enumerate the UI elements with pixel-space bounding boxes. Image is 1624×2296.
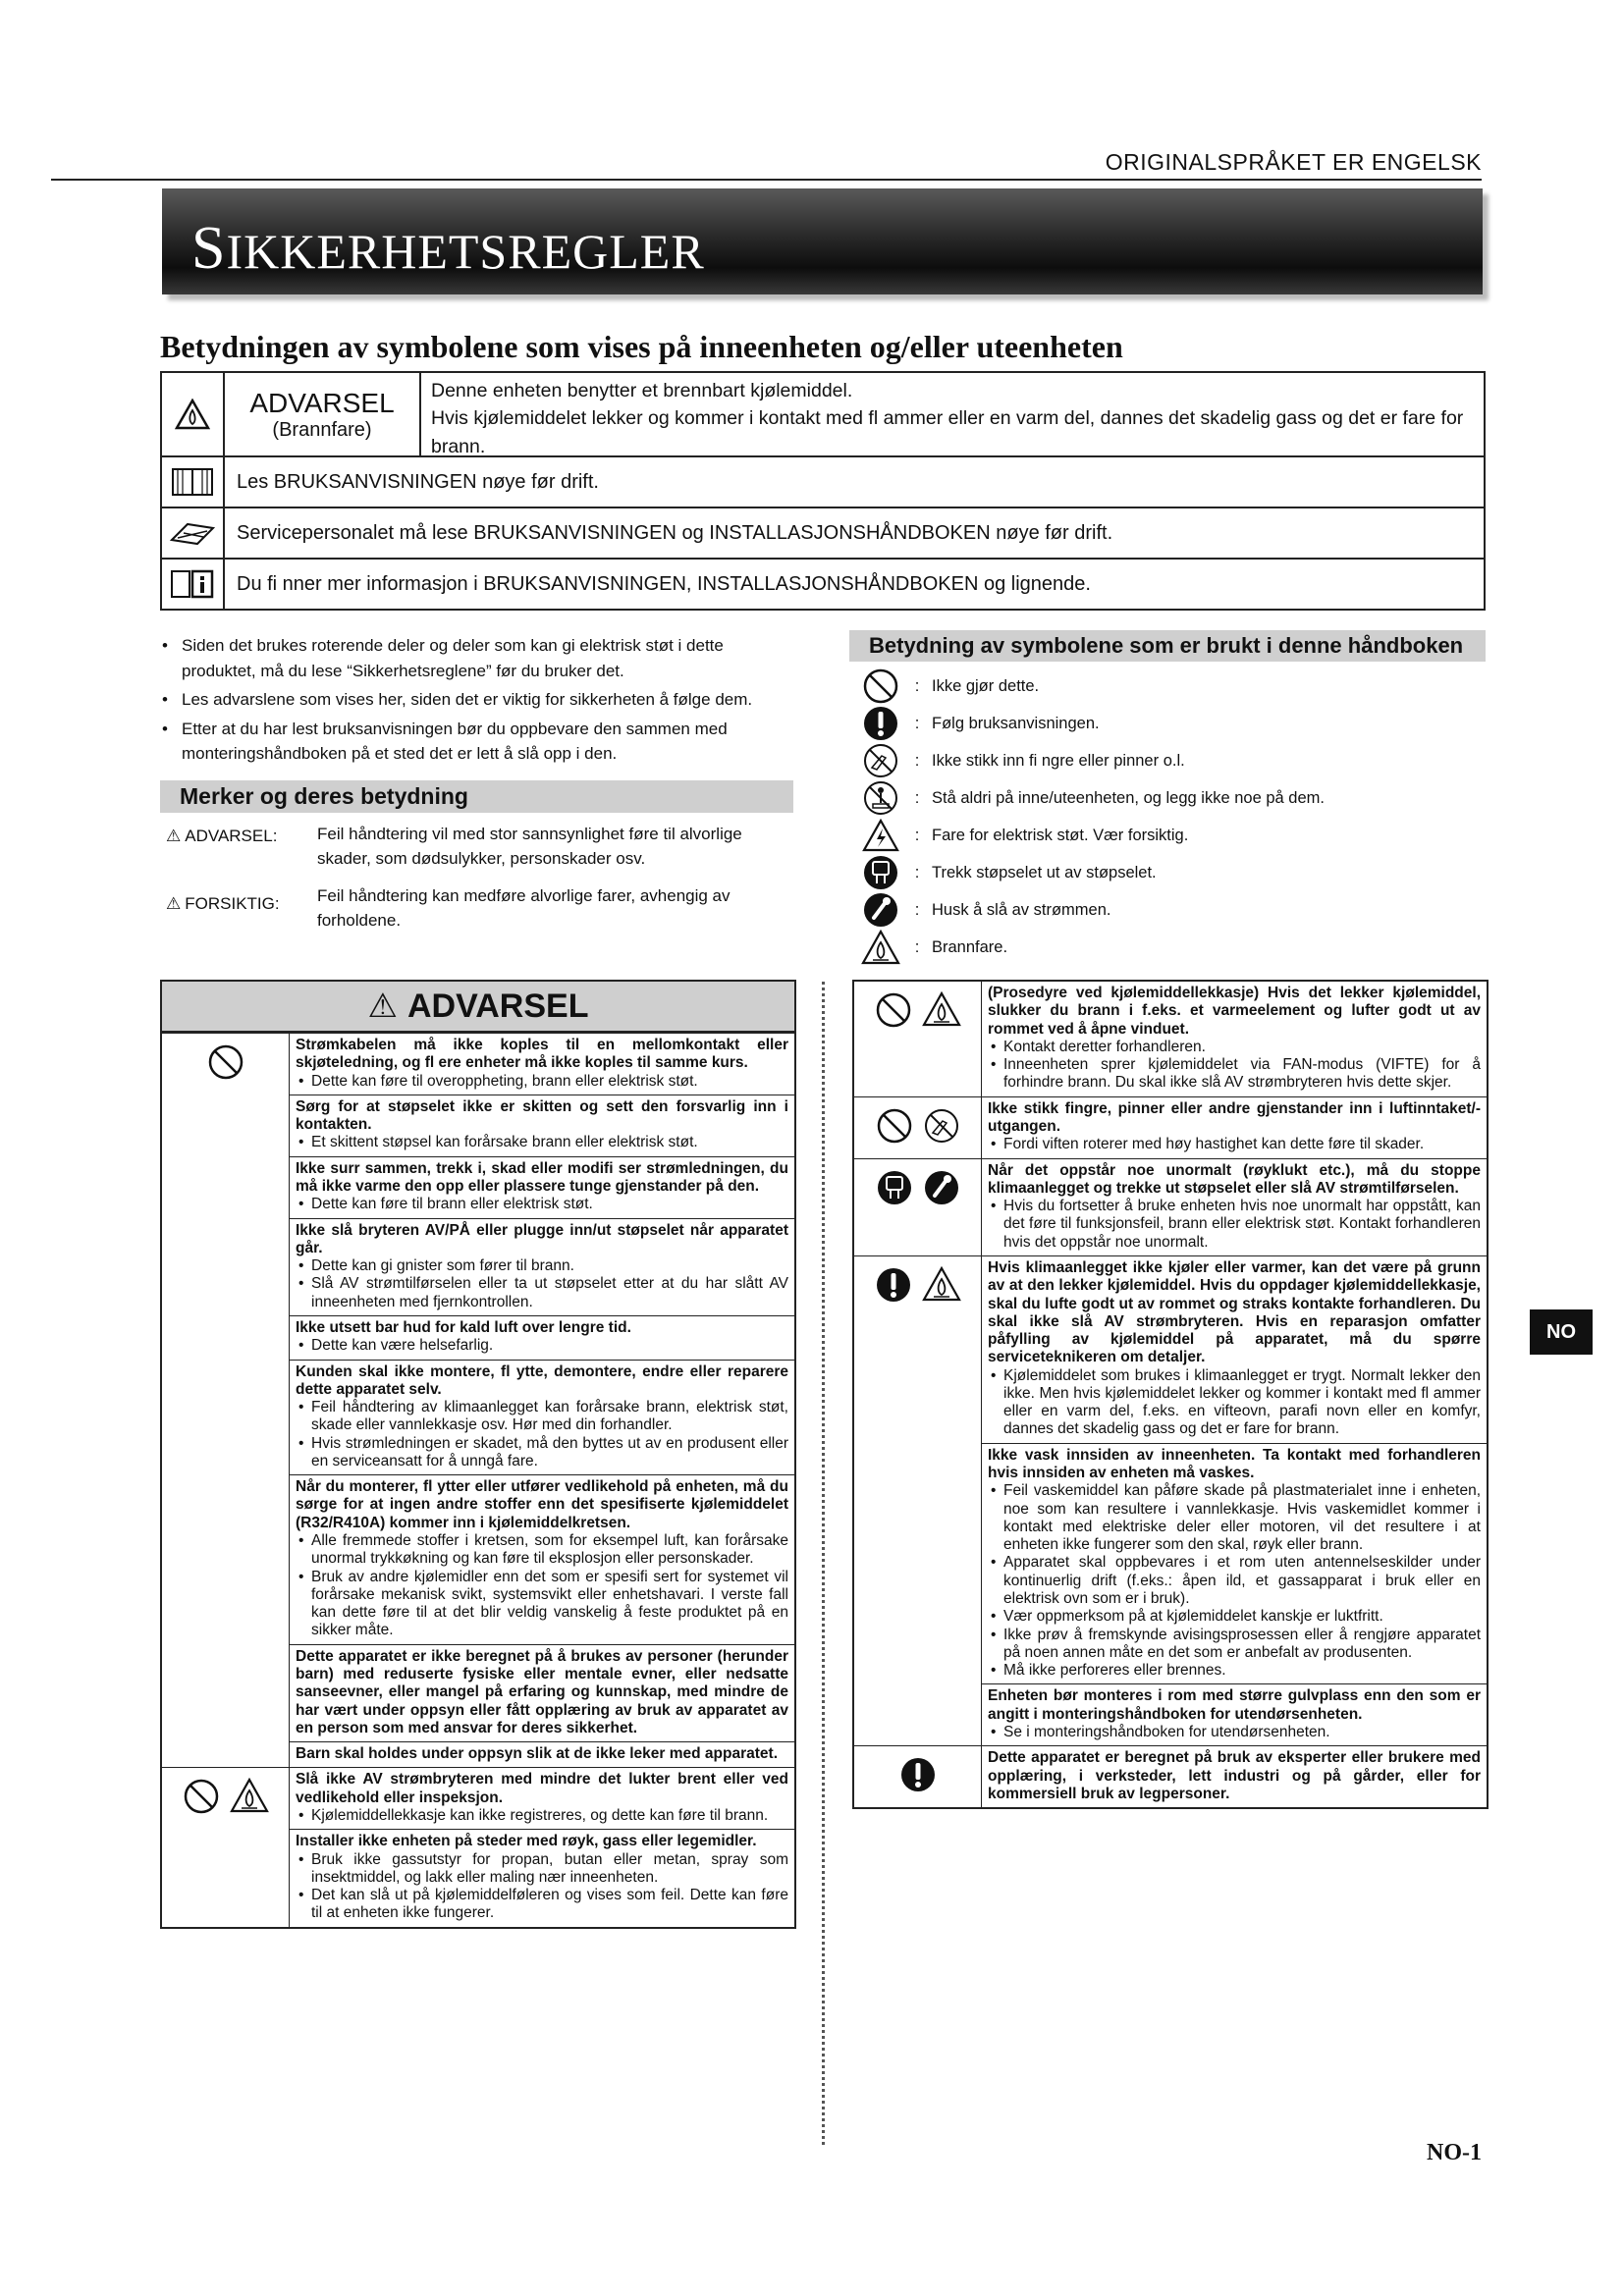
symbols-row-manual	[162, 455, 1484, 507]
warning-label: ADVARSEL (Brannfare)	[225, 373, 421, 455]
manual-book-icon	[162, 457, 225, 507]
warning-table-left	[160, 980, 796, 1929]
warning-group	[162, 1767, 794, 1926]
warning-statement: Kunden skal ikke montere, fl ytte, demontere, endre eller reparere dette apparatet selv.	[296, 1362, 788, 1398]
warning-text: Denne enheten benytter et brennbart kjølemiddel. Hvis kjølemiddelet lekker og kommer i kontakt med fl ammer eller en varm del, dannes det skadelig gass og det er fare for brann.	[431, 380, 1464, 457]
warning-bullet: • Dette kan føre til brann eller elektrisk støt.	[296, 1196, 788, 1213]
warning-cell	[290, 1360, 794, 1475]
symbols-row-info	[162, 558, 1484, 609]
warning-bullet: • Kjølemiddelet som brukes i klimaanlegget er trygt. Normalt lekker den ikke. Men hvis kjølemiddelet lekker og kommer i kontakt med fl ammer eller en varm del, f.eks. en vifteovn, parafi novn eller en komfyr, dannes det skadelig gass og det er fare for brann.	[988, 1367, 1481, 1439]
warning-statement: Slå ikke AV strømbryteren med mindre det lukter brent eller ved vedlikehold eller inspeksjon.	[296, 1771, 788, 1806]
page-title: SIKKERHETSREGLER	[191, 215, 705, 282]
symbols-heading: Betydningen av symbolene som vises på inneenheten og/eller uteenheten	[160, 329, 1123, 364]
warning-bullet: • Dette kan gi gnister som fører til brann.	[296, 1257, 788, 1275]
legend-item: : Husk å slå av strømmen.	[859, 891, 1488, 929]
intro-bullet: • Siden det brukes roterende deler og deler som kan gi elektrisk støt i dette produktet, må du lese “Sikkerhetsreglene” før du bruker det.	[160, 633, 798, 683]
info-book-icon	[162, 560, 225, 609]
warning-statement: Enheten bør monteres i rom med større gulvplass enn den som er angitt i monteringshåndboken for utendørsenheten.	[988, 1687, 1481, 1723]
legend-text: Fare for elektrisk støt. Vær forsiktig.	[932, 826, 1189, 844]
warning-bullet: • Inneenheten sprer kjølemiddelet via FAN-modus (VIFTE) for å forhindre brann. Du skal ikke slå AV strømbryteren hvis dette skjer.	[988, 1056, 1481, 1093]
warning-cell	[982, 1159, 1487, 1255]
unplug-icon	[859, 854, 902, 891]
warning-bullet: • Se i monteringshåndboken for utendørsenheten.	[988, 1724, 1481, 1741]
language-tab: NO	[1530, 1309, 1593, 1355]
warning-bullet: • Dette kan være helsefarlig.	[296, 1337, 788, 1355]
electric-shock-icon	[859, 819, 902, 852]
legend-heading: Betydning av symbolene som er brukt i denne håndboken	[849, 630, 1486, 662]
mark-forsiktig: ⚠ FORSIKTIG: Feil håndtering kan medføre alvorlige farer, avhengig av forholdene.	[166, 886, 731, 930]
warning-bullet: • Kjølemiddellekkasje kan ikke registreres, og dette kan føre til brann.	[296, 1807, 788, 1825]
symbols-table	[160, 371, 1486, 611]
legend-item: : Trekk støpselet ut av støpselet.	[859, 854, 1488, 891]
no-standing-icon	[859, 779, 902, 817]
row-service-text: Servicepersonalet må lese BRUKSANVISNINGEN og INSTALLASJONSHÅNDBOKEN nøye før drift.	[237, 521, 1113, 544]
fire-hazard-icon	[922, 991, 961, 1032]
warning-cell	[982, 1683, 1487, 1745]
service-manual-icon	[162, 508, 225, 558]
warning-bullet: • Et skittent støpsel kan forårsake brann eller elektrisk støt.	[296, 1134, 788, 1151]
warning-statement: (Prosedyre ved kjølemiddellekkasje) Hvis det lekker kjølemiddel, slukker du brann i f.eks. et varmeelement og lufter godt ut av rommet ved å åpne vinduet.	[988, 985, 1481, 1038]
no-fingers-icon	[923, 1107, 960, 1149]
warning-statement: Dette apparatet er beregnet på bruk av eksperter eller brukere med opplæring, i verksteder, lett industri og på gårder, eller for kommersiell bruk av legpersoner.	[988, 1749, 1481, 1802]
legend-item: : Ikke gjør dette.	[859, 667, 1488, 705]
legend-text: Trekk støpselet ut av støpselet.	[932, 863, 1157, 881]
warning-group	[162, 1033, 794, 1767]
warning-bullet: • Vær oppmerksom på at kjølemiddelet kanskje er luktfritt.	[988, 1608, 1481, 1626]
prohibited-icon	[876, 1107, 913, 1149]
warning-cell	[982, 1097, 1487, 1158]
title-bar	[162, 188, 1483, 294]
warning-icons	[854, 1097, 982, 1158]
intro-list	[160, 633, 798, 771]
legend-text: Ikke gjør dette.	[932, 676, 1040, 695]
legend-item: : Ikke stikk inn fi ngre eller pinner o.l.	[859, 742, 1488, 779]
fire-hazard-icon	[162, 373, 225, 455]
warning-cell	[982, 1443, 1487, 1684]
top-rule	[51, 179, 1482, 181]
warning-cell	[982, 982, 1487, 1096]
warning-bullet: • Alle fremmede stoffer i kretsen, som for eksempel luft, kan forårsake unormal trykkøkning og kan føre til eksplosjon eller personskader.	[296, 1532, 788, 1569]
warning-group	[854, 1255, 1487, 1745]
mandatory-icon	[859, 705, 902, 742]
warning-cell	[290, 1741, 794, 1767]
warning-bullet: • Slå AV strømtilførselen eller ta ut støpselet etter at du har slått AV inneenheten med fjernkontrollen.	[296, 1275, 788, 1311]
warning-statement: Ikke utsett bar hud for kald luft over lengre tid.	[296, 1318, 631, 1336]
switch-off-icon	[923, 1169, 960, 1211]
warning-statement: Ikke vask innsiden av inneenheten. Ta kontakt med forhandleren hvis innsiden av enheten må vaskes.	[988, 1446, 1481, 1482]
warning-bullet: • Bruk ikke gassutstyr for propan, butan eller metan, spray som insektmiddel, og lakk eller maling nær inneenheten.	[296, 1851, 788, 1888]
warning-cell	[290, 1829, 794, 1926]
legend-text: Stå aldri på inne/uteenheten, og legg ikke noe på dem.	[932, 788, 1325, 807]
symbols-row-service	[162, 507, 1484, 558]
warning-statement: Barn skal holdes under oppsyn slik at de ikke leker med apparatet.	[296, 1745, 779, 1763]
legend-text: Husk å slå av strømmen.	[932, 900, 1111, 919]
warning-table-header: ⚠ ADVARSEL	[162, 982, 794, 1033]
warning-cell	[290, 1474, 794, 1644]
legend-item: : Følg bruksanvisningen.	[859, 705, 1488, 742]
intro-bullet: • Etter at du har lest bruksanvisningen bør du oppbevare den sammen med monteringshåndboken på et sted det er lett å slå opp i den.	[160, 717, 798, 767]
warning-bullet: • Må ikke perforeres eller brennes.	[988, 1662, 1481, 1680]
warning-bullet: • Hvis strømledningen er skadet, må den byttes ut av en produsent eller en serviceansatt for å unngå fare.	[296, 1435, 788, 1471]
mandatory-icon	[875, 1266, 912, 1308]
warning-statement: Når du monterer, fl ytter eller utfører vedlikehold på enheten, må du sørge for at ingen andre stoffer enn det spesifiserte kjølemiddelet (R32/R410A) kommer inn i kjølemiddelkretsen.	[296, 1478, 788, 1531]
legend-text: Brannfare.	[932, 937, 1008, 956]
page-number: NO-1	[1427, 2140, 1482, 2165]
prohibited-icon	[859, 667, 902, 705]
warning-statement: Installer ikke enheten på steder med røyk, gass eller legemidler.	[296, 1833, 757, 1850]
warning-statement: Dette apparatet er ikke beregnet på å brukes av personer (herunder barn) med reduserte fysiske eller mentale evner, eller nedsatte sanseevner, eller mangel på erfaring og kunnskap, med mindre de har vært under oppsyn eller fått opplæring av bruk av apparatet av en person som med ansvar for deres sikkerhet.	[296, 1647, 788, 1736]
warning-cell	[290, 1156, 794, 1218]
legend-item: : Brannfare.	[859, 929, 1488, 966]
warning-bullet: • Fordi viften roterer med høy hastighet kan dette føre til skader.	[988, 1136, 1481, 1153]
warning-bullet: • Apparatet skal oppbevares i et rom uten antennelseskilder under kontinuerlig drift (f.eks.: åpen ild, et gassapparat i bruk eller en elektrisk ovn som er i bruk).	[988, 1554, 1481, 1608]
prohibited-icon	[207, 1043, 244, 1086]
warning-statement: Ikke surr sammen, trekk i, skad eller modifi ser strømledningen, du må ikke varme den opp eller plassere tunge gjenstander på den.	[296, 1159, 788, 1195]
warning-bullet: • Feil vaskemiddel kan påføre skade på plastmaterialet inne i enheten, noe som kan resultere i vannlekkasje. Hvis vaskemidlet kommer i kontakt med elektriske deler eller motoren, vil det resultere i at enheten ikke fungerer som den skal, røyk eller brann.	[988, 1482, 1481, 1554]
fire-hazard-icon	[922, 1266, 961, 1307]
no-fingers-icon	[859, 742, 902, 779]
warning-cell	[290, 1034, 794, 1095]
warning-table-right	[852, 980, 1489, 1809]
marks-heading: Merker og deres betydning	[160, 780, 793, 813]
warning-statement: Strømkabelen må ikke koples til en mellomkontakt eller skjøteledning, og fl ere enheter må ikke koples til samme kurs.	[296, 1037, 788, 1072]
warning-icons	[854, 1159, 982, 1255]
symbols-row-warning	[162, 373, 1484, 455]
column-divider	[822, 982, 825, 2145]
warning-group	[854, 1096, 1487, 1158]
warning-bullet: • Det kan slå ut på kjølemiddelføleren og vises som feil. Dette kan føre til at enheten ikke fungerer.	[296, 1887, 788, 1923]
legend-item: : Fare for elektrisk støt. Vær forsiktig.	[859, 817, 1488, 854]
warning-icons	[854, 982, 982, 1096]
row-manual-text: Les BRUKSANVISNINGEN nøye før drift.	[237, 470, 599, 493]
fire-hazard-icon	[230, 1778, 269, 1818]
language-note: ORIGINALSPRÅKET ER ENGELSK	[1105, 149, 1482, 175]
warning-bullet: • Bruk av andre kjølemidler enn det som er spesifi sert for systemet vil forårsake mekanisk svikt, systemsvikt eller enhetshavari. I verste fall kan dette føre til at det blir veldig vanskelig å feste produktet på en sikker måte.	[296, 1569, 788, 1640]
warning-triangle-icon: ⚠	[166, 894, 182, 914]
warning-icons	[854, 1746, 982, 1807]
mandatory-icon	[899, 1756, 937, 1798]
row-info-text: Du fi nner mer informasjon i BRUKSANVISNINGEN, INSTALLASJONSHÅNDBOKEN og lignende.	[237, 572, 1091, 595]
prohibited-icon	[183, 1778, 220, 1820]
warning-cell	[290, 1644, 794, 1741]
unplug-icon	[876, 1169, 913, 1211]
warning-icons	[854, 1256, 982, 1745]
warning-triangle-icon: ⚠	[166, 827, 182, 845]
warning-cell	[290, 1768, 794, 1829]
warning-icons	[162, 1034, 290, 1767]
warning-group	[854, 1158, 1487, 1255]
warning-statement: Hvis klimaanlegget ikke kjøler eller varmer, kan det være på grunn av at den lekker kjølemiddel. Hvis du oppdager kjølemiddellekkasje, skal du lufte godt ut av rommet og straks kontakte forhandleren. Du skal ikke slå AV strømbryteren. Hvis en reparasjon omfatter påfylling av kjølemiddel på apparatet, må du spørre serviceteknikeren om detaljer.	[988, 1258, 1481, 1366]
warning-statement: Sørg for at støpselet ikke er skitten og sett den forsvarlig inn i kontakten.	[296, 1097, 788, 1134]
warning-group	[854, 982, 1487, 1096]
warning-bullet: • Dette kan føre til overoppheting, brann eller elektrisk støt.	[296, 1073, 788, 1091]
warning-bullet: • Kontakt deretter forhandleren.	[988, 1039, 1481, 1056]
warning-triangle-icon: ⚠	[367, 987, 398, 1025]
warning-group	[854, 1745, 1487, 1807]
warning-cell	[290, 1218, 794, 1315]
warning-statement: Når det oppstår noe unormalt (røyklukt etc.), må du stoppe klimaanlegget og trekke ut støpselet eller slå AV strømtilførselen.	[988, 1161, 1481, 1197]
symbol-legend	[859, 667, 1488, 966]
warning-cell	[982, 1256, 1487, 1443]
legend-item: : Stå aldri på inne/uteenheten, og legg ikke noe på dem.	[859, 779, 1488, 817]
legend-text: Ikke stikk inn fi ngre eller pinner o.l.	[932, 751, 1185, 770]
warning-cell	[290, 1095, 794, 1156]
prohibited-icon	[875, 991, 912, 1034]
marks-list	[160, 823, 798, 947]
warning-icons	[162, 1768, 290, 1926]
warning-bullet: • Feil håndtering av klimaanlegget kan forårsake brann, elektrisk støt, skade eller vannlekkasje osv. Hør med din forhandler.	[296, 1399, 788, 1435]
warning-bullet: • Hvis du fortsetter å bruke enheten hvis noe unormalt har oppstått, kan det føre til funksjonsfeil, brann eller elektrisk støt. Kontakt forhandleren hvis det oppstår noe unormalt.	[988, 1198, 1481, 1252]
warning-bullet: • Ikke prøv å fremskynde avisingsprosessen eller å rengjøre apparatet på noen annen måte en det som er anbefalt av produsenten.	[988, 1627, 1481, 1663]
switch-off-icon	[859, 891, 902, 929]
warning-cell	[982, 1746, 1487, 1807]
mark-advarsel: ⚠ ADVARSEL: Feil håndtering vil med stor sannsynlighet føre til alvorlige skader, som dødsulykker, personskader osv.	[166, 825, 742, 868]
warning-cell	[290, 1315, 794, 1360]
warning-statement: Ikke stikk fingre, pinner eller andre gjenstander inn i luftinntaket/-utgangen.	[988, 1099, 1481, 1135]
legend-text: Følg bruksanvisningen.	[932, 714, 1100, 732]
warning-statement: Ikke slå bryteren AV/PÅ eller plugge inn/ut støpselet når apparatet går.	[296, 1221, 788, 1256]
fire-hazard-icon	[859, 930, 902, 965]
intro-bullet: • Les advarslene som vises her, siden det er viktig for sikkerheten å følge dem.	[160, 687, 798, 713]
